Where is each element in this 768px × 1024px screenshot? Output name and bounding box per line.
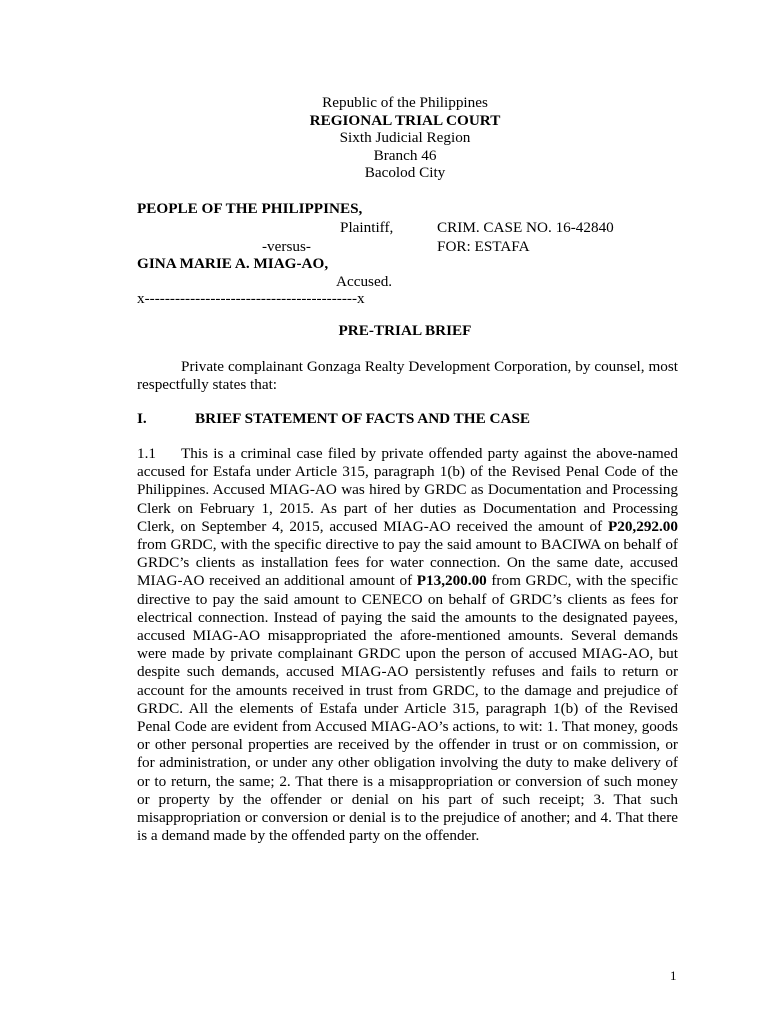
- case-offense: FOR: ESTAFA: [437, 238, 530, 255]
- branch: Branch 46: [373, 146, 437, 164]
- plaintiff-name: PEOPLE OF THE PHILIPPINES,: [137, 200, 363, 217]
- accused-name: GINA MARIE A. MIAG-AO,: [137, 255, 329, 272]
- section-title: BRIEF STATEMENT OF FACTS AND THE CASE: [195, 410, 531, 427]
- court-name: REGIONAL TRIAL COURT: [309, 111, 501, 129]
- paragraph-1-1: [137, 445, 678, 845]
- paragraph-text-c: from GRDC, with the specific directive to pay the said amount to CENECO on behalf of GRDC’s clients as fees for electrical connection. Instead of paying the said the amounts to the designated payees, accused MIAG-AO misappropriated the afore-mentioned amounts. Several demands were made by private complainant GRDC upon the person of accused MIAG-AO, but despite such demands, accused MIAG-AO persistently refuses and fails to return or account for the amounts received in trust from GRDC, to the damage and prejudice of GRDC. All the elements of Estafa under Article 315, paragraph 1(b) of the Revised Penal Code are evident from Accused MIAG-AO’s actions, to wit: 1. That money, goods or other personal properties are received by the offender in trust or on commission, or for administration, or under any other obligation involving the duty to make delivery of or to return, the same; 2. That there is a misappropriation or conversion of such money or property by the offender or denial on his part of such receipt; 3. That such misappropriation or conversion or denial is to the prejudice of another; and 4. That there is a demand made by the offended party on the offender.: [137, 572, 678, 845]
- document-title: PRE-TRIAL BRIEF: [338, 322, 472, 339]
- city: Bacolod City: [364, 164, 446, 181]
- page-number: 1: [670, 968, 677, 983]
- section-number: I.: [137, 410, 147, 427]
- caption-separator: x------------------------------------------x: [137, 290, 365, 307]
- republic-line: Republic of the Philippines: [322, 94, 488, 111]
- judicial-region: Sixth Judicial Region: [339, 129, 471, 146]
- section-heading: [137, 410, 530, 428]
- amount-ceneco: P13,200.00: [416, 572, 487, 590]
- paragraph-text-b: from GRDC, with the specific directive to pay the said amount to BACIWA on behalf of GRDC’s clients as installation fees for water connection. On the same date, accused MIAG-AO received an additional amount of: [137, 536, 678, 590]
- paragraph-text-a: This is a criminal case filed by private offended party against the above-named accused for Estafa under Article 315, paragraph 1(b) of the Revised Penal Code of the Philippines. Accused MIAG-AO was hired by GRDC as Documentation and Processing Clerk on February 1, 2015. As part of her duties as Documentation and Processing Clerk, on September 4, 2015, accused MIAG-AO received the amount of: [137, 445, 678, 535]
- case-number: CRIM. CASE NO. 16-42840: [437, 219, 614, 236]
- court-header: [0, 94, 768, 182]
- amount-baciwa: P20,292.00: [607, 517, 678, 535]
- intro-text: Private complainant Gonzaga Realty Development Corporation, by counsel, most respectfully states that:: [137, 358, 678, 394]
- paragraph-number: 1.1: [137, 445, 156, 462]
- plaintiff-label: Plaintiff,: [340, 219, 394, 236]
- intro-paragraph: [137, 358, 678, 394]
- accused-label: Accused.: [336, 273, 393, 290]
- versus-label: -versus-: [262, 238, 311, 255]
